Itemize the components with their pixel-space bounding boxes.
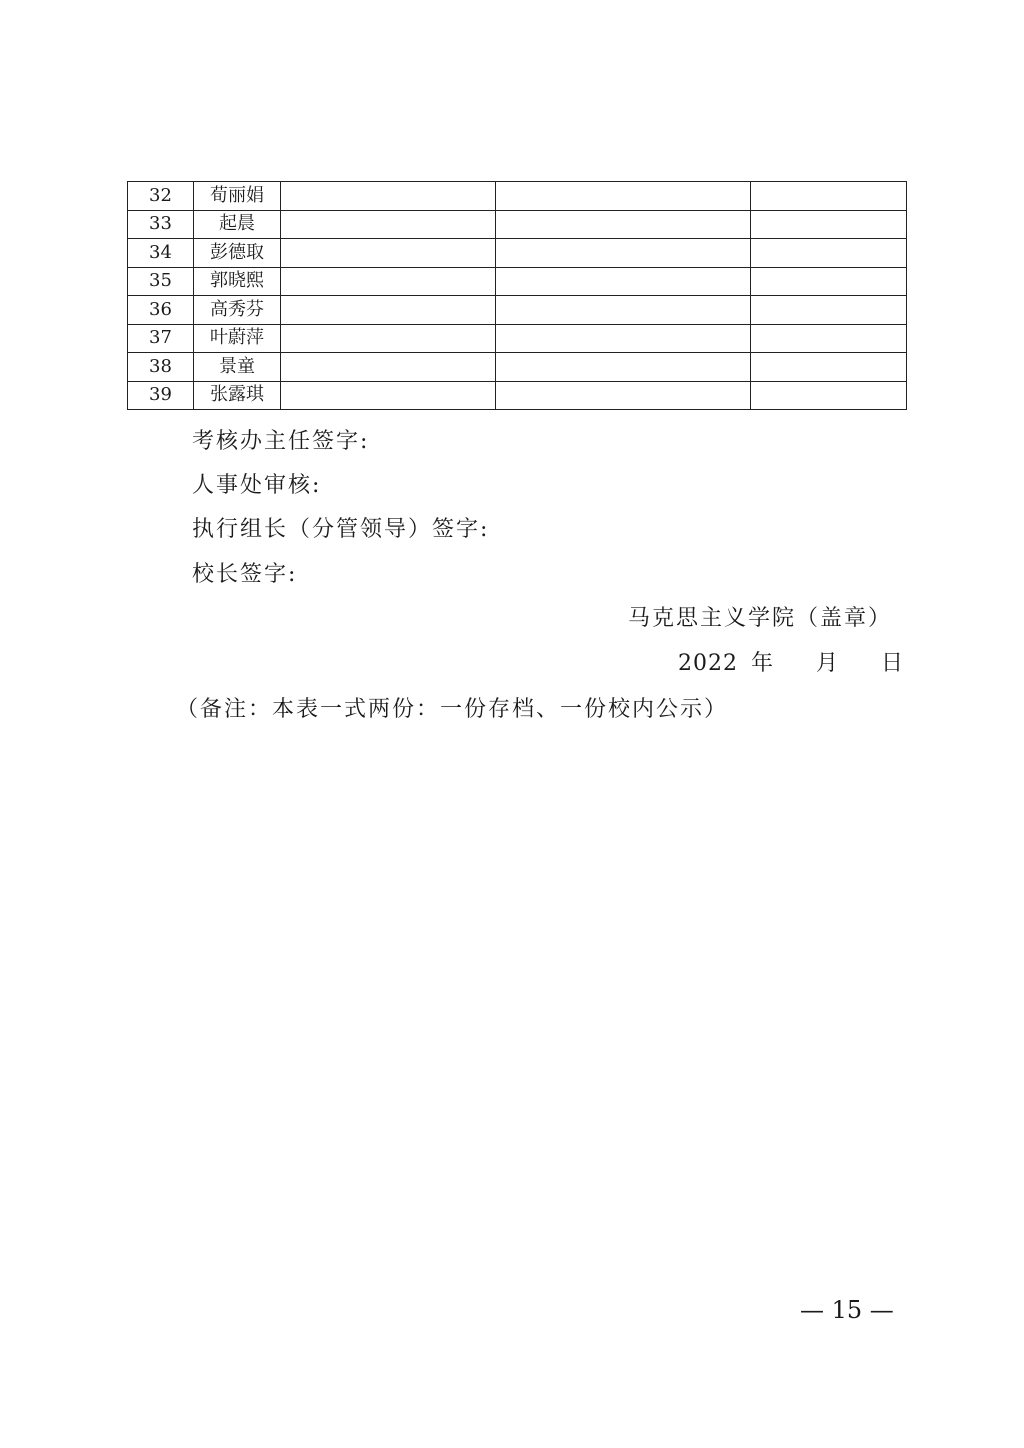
empty-cell <box>281 324 496 353</box>
empty-cell <box>751 210 907 239</box>
row-number: 32 <box>128 182 194 211</box>
empty-cell <box>496 296 751 325</box>
empty-cell <box>281 239 496 268</box>
date-year-unit: 年 <box>751 651 774 676</box>
row-name: 张露琪 <box>194 381 281 410</box>
table-row <box>128 267 907 296</box>
group-leader-signature: 执行组长（分管领导）签字: <box>192 517 490 542</box>
table-row <box>128 324 907 353</box>
empty-cell <box>281 267 496 296</box>
row-number: 39 <box>128 381 194 410</box>
empty-cell <box>496 210 751 239</box>
remark-note: （备注：本表一式两份：一份存档、一份校内公示） <box>176 697 729 722</box>
roster-table <box>127 181 907 410</box>
date-year: 2022 <box>678 651 738 676</box>
table-row <box>128 182 907 211</box>
row-name: 景童 <box>194 353 281 382</box>
empty-cell <box>281 381 496 410</box>
row-number: 36 <box>128 296 194 325</box>
date-day-unit: 日 <box>881 651 904 676</box>
row-name: 彭德取 <box>194 239 281 268</box>
table-row <box>128 210 907 239</box>
empty-cell <box>751 296 907 325</box>
row-number: 37 <box>128 324 194 353</box>
empty-cell <box>496 267 751 296</box>
office-director-signature: 考核办主任签字: <box>192 429 370 454</box>
empty-cell <box>496 381 751 410</box>
row-name: 郭晓熙 <box>194 267 281 296</box>
hr-review-signature: 人事处审核: <box>192 473 322 498</box>
row-number: 38 <box>128 353 194 382</box>
president-signature: 校长签字: <box>192 562 298 587</box>
empty-cell <box>496 353 751 382</box>
empty-cell <box>281 353 496 382</box>
empty-cell <box>751 267 907 296</box>
row-name: 起晨 <box>194 210 281 239</box>
empty-cell <box>751 324 907 353</box>
empty-cell <box>751 182 907 211</box>
row-name: 荀丽娟 <box>194 182 281 211</box>
row-number: 34 <box>128 239 194 268</box>
table-row <box>128 353 907 382</box>
table-row <box>128 381 907 410</box>
empty-cell <box>751 381 907 410</box>
department-stamp-line: 马克思主义学院（盖章） <box>627 606 892 631</box>
empty-cell <box>496 239 751 268</box>
date-line <box>678 646 903 677</box>
row-number: 35 <box>128 267 194 296</box>
empty-cell <box>751 353 907 382</box>
empty-cell <box>281 182 496 211</box>
date-month-unit: 月 <box>816 651 839 676</box>
row-name: 叶蔚萍 <box>194 324 281 353</box>
row-number: 33 <box>128 210 194 239</box>
empty-cell <box>751 239 907 268</box>
table-row <box>128 296 907 325</box>
empty-cell <box>281 210 496 239</box>
empty-cell <box>496 182 751 211</box>
empty-cell <box>281 296 496 325</box>
row-name: 高秀芬 <box>194 296 281 325</box>
empty-cell <box>496 324 751 353</box>
table-row <box>128 239 907 268</box>
page-number: — 15 — <box>800 1296 894 1324</box>
